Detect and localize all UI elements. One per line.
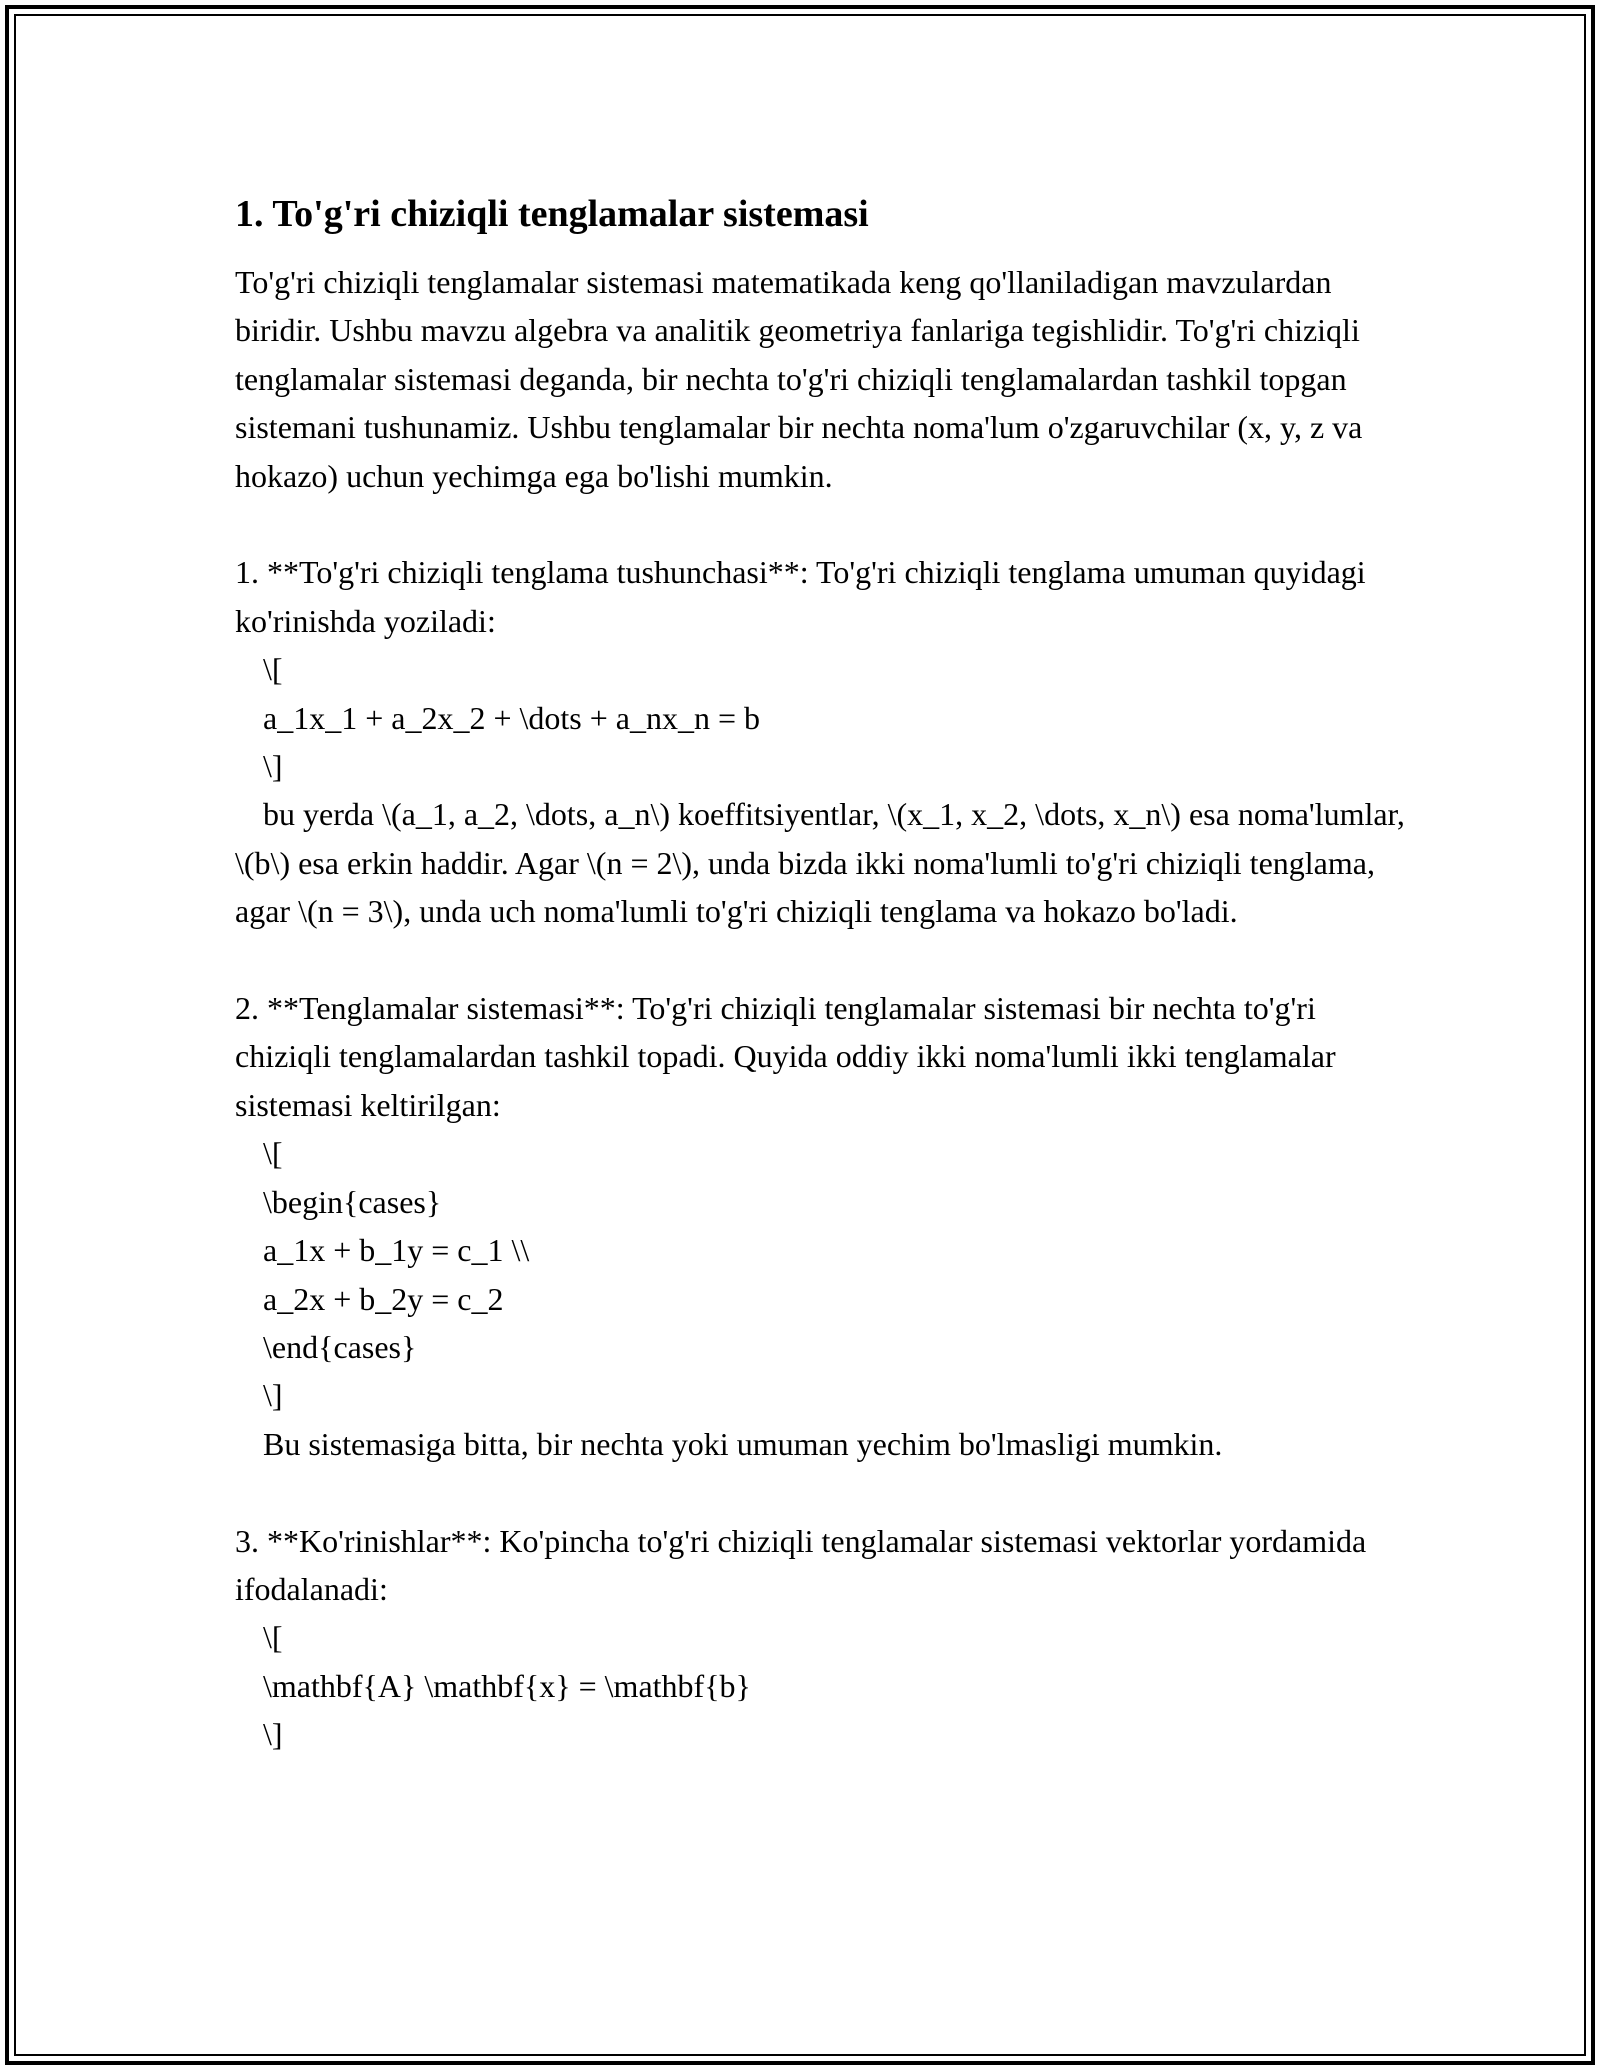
document-body: [235, 188, 1405, 1759]
section-2-formula-line-5: \end{cases}: [263, 1328, 417, 1365]
spacer: [235, 500, 1405, 548]
section-3-heading: 3. **Ko'rinishlar**: Ko'pincha to'g'ri chiziqli tenglamalar sistemasi vektorlar yordamida ifodalanadi:: [235, 1522, 1367, 1607]
section-1-formula-close: \]: [263, 748, 283, 785]
section-1-explanation: bu yerda \(a_1, a_2, \dots, a_n\) koeffitsiyentlar, \(x_1, x_2, \dots, x_n\) esa noma'lumlar, \(b\) esa erkin haddir. Agar \(n = 2\), unda bizda ikki noma'lumli to'g'ri chiziqli tenglama, agar \(n = 3\), unda uch noma'lumli to'g'ri chiziqli tenglama va hokazo bo'ladi.: [235, 796, 1405, 930]
section-2-formula-line-6: \]: [263, 1377, 283, 1414]
section-2-explanation: Bu sistemasiga bitta, bir nechta yoki umuman yechim bo'lmasligi mumkin.: [263, 1425, 1223, 1462]
spacer: [235, 1468, 1405, 1516]
section-1-heading: 1. **To'g'ri chiziqli tenglama tushunchasi**: To'g'ri chiziqli tenglama umuman quyidagi ko'rinishda yoziladi:: [235, 554, 1366, 639]
section-2-formula-line-1: \[: [263, 1135, 283, 1172]
intro-paragraph: To'g'ri chiziqli tenglamalar sistemasi matematikada keng qo'llaniladigan mavzulardan biridir. Ushbu mavzu algebra va analitik geometriya fanlariga tegishlidir. To'g'ri chiziqli tenglamalar sistemasi deganda, bir nechta to'g'ri chiziqli tenglamalardan tashkil topgan sistemani tushunamiz. Ushbu tenglamalar bir nechta noma'lum o'zgaruvchilar (x, y, z va hokazo) uchun yechimga ega bo'lishi mumkin.: [235, 264, 1363, 494]
section-3: [235, 1517, 1405, 1759]
section-1-formula-open: \[: [263, 651, 283, 688]
spacer: [235, 936, 1405, 984]
section-2-formula-line-3: a_1x + b_1y = c_1 \\: [263, 1232, 530, 1269]
section-1-formula-body: a_1x_1 + a_2x_2 + \dots + a_nx_n = b: [263, 699, 761, 736]
section-3-formula-open: \[: [263, 1619, 283, 1656]
section-1: [235, 548, 1405, 935]
document-title: 1. To'g'ri chiziqli tenglamalar sistemasi: [235, 193, 869, 235]
section-2-heading: 2. **Tenglamalar sistemasi**: To'g'ri chiziqli tenglamalar sistemasi bir nechta to'g'ri chiziqli tenglamalardan tashkil topadi. Quyida oddiy ikki noma'lumli ikki tenglamalar sistemasi keltirilgan:: [235, 990, 1336, 1123]
section-3-formula-body: \mathbf{A} \mathbf{x} = \mathbf{b}: [263, 1667, 751, 1704]
section-2-formula-line-2: \begin{cases}: [263, 1183, 442, 1220]
section-2-formula-line-4: a_2x + b_2y = c_2: [263, 1280, 504, 1317]
section-2: [235, 984, 1405, 1468]
section-3-formula-close: \]: [263, 1716, 283, 1753]
